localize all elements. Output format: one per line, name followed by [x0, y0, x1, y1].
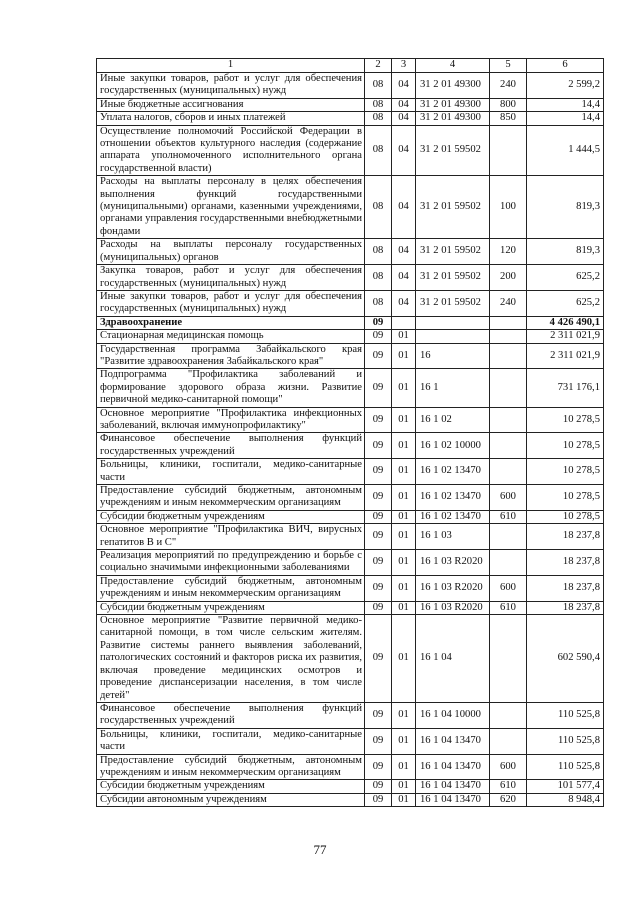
table-row: [97, 125, 604, 176]
row-target-code-cell: 16 1 02 13470: [416, 459, 490, 485]
row-section-cell: 08: [365, 239, 392, 265]
row-section-cell: 08: [365, 265, 392, 291]
row-name-cell: Финансовое обеспечение выполнения функций государственных учреждений: [97, 702, 365, 728]
row-target-code-cell: 31 2 01 59502: [416, 239, 490, 265]
row-subsection-cell: 01: [392, 459, 416, 485]
row-expense-type-cell: [490, 702, 527, 728]
row-expense-type-cell: [490, 459, 527, 485]
row-name-cell: Основное мероприятие "Развитие первичной медико-санитарной помощи, в том числе сельским жителям. Развитие системы раннего выявления заболеваний, патологических состояний и факторов риска их развития, включая проведение медицинских осмотров и проведение диспансеризации населения, в том числе детей": [97, 615, 365, 703]
table-row: [97, 98, 604, 111]
row-expense-type-cell: 240: [490, 290, 527, 316]
row-expense-type-cell: 100: [490, 176, 527, 239]
row-target-code-cell: 31 2 01 49300: [416, 73, 490, 99]
row-name-cell: Предоставление субсидий бюджетным, автономным учреждениям и иным некоммерческим организациям: [97, 575, 365, 601]
row-amount-cell: 10 278,5: [527, 407, 604, 433]
row-amount-cell: 10 278,5: [527, 433, 604, 459]
row-section-cell: 09: [365, 485, 392, 511]
table-row: [97, 615, 604, 703]
row-name-cell: Расходы на выплаты персоналу в целях обеспечения выполнения функций государственными (муниципальными) органами, казенными учреждениями, органами управления государственными внебюджетными фондами: [97, 176, 365, 239]
table-row: [97, 550, 604, 576]
table-row: [97, 575, 604, 601]
row-amount-cell: 2 311 021,9: [527, 330, 604, 343]
table-row: [97, 433, 604, 459]
page-number: 77: [313, 842, 327, 857]
row-target-code-cell: 16 1: [416, 369, 490, 407]
row-amount-cell: 602 590,4: [527, 615, 604, 703]
row-subsection-cell: 04: [392, 176, 416, 239]
row-name-cell: Иные бюджетные ассигнования: [97, 98, 365, 111]
row-subsection-cell: 04: [392, 290, 416, 316]
row-expense-type-cell: 120: [490, 239, 527, 265]
row-expense-type-cell: [490, 407, 527, 433]
row-amount-cell: 14,4: [527, 112, 604, 125]
row-name-cell: Предоставление субсидий бюджетным, автономным учреждениям и иным некоммерческим организациям: [97, 485, 365, 511]
header-cell: 6: [527, 59, 604, 73]
row-amount-cell: 101 577,4: [527, 780, 604, 793]
table-row: [97, 728, 604, 754]
row-section-cell: 09: [365, 702, 392, 728]
row-subsection-cell: 01: [392, 728, 416, 754]
row-subsection-cell: 01: [392, 780, 416, 793]
table-row: [97, 702, 604, 728]
row-section-cell: 08: [365, 98, 392, 111]
row-subsection-cell: 01: [392, 343, 416, 369]
row-expense-type-cell: 600: [490, 575, 527, 601]
row-amount-cell: 110 525,8: [527, 728, 604, 754]
table-row: [97, 112, 604, 125]
row-expense-type-cell: [490, 369, 527, 407]
row-name-cell: Финансовое обеспечение выполнения функций государственных учреждений: [97, 433, 365, 459]
row-section-cell: 09: [365, 754, 392, 780]
row-expense-type-cell: [490, 330, 527, 343]
row-subsection-cell: 01: [392, 510, 416, 523]
row-target-code-cell: 31 2 01 59502: [416, 125, 490, 176]
row-section-cell: 09: [365, 330, 392, 343]
row-target-code-cell: 16 1 03 R2020: [416, 601, 490, 614]
row-expense-type-cell: 610: [490, 510, 527, 523]
row-subsection-cell: 01: [392, 575, 416, 601]
row-target-code-cell: 16 1 04 10000: [416, 702, 490, 728]
row-amount-cell: 819,3: [527, 239, 604, 265]
table-row: [97, 754, 604, 780]
table-row: [97, 239, 604, 265]
row-target-code-cell: 16 1 03 R2020: [416, 575, 490, 601]
row-expense-type-cell: 600: [490, 485, 527, 511]
table-row: [97, 369, 604, 407]
row-amount-cell: 110 525,8: [527, 754, 604, 780]
row-target-code-cell: 16 1 04 13470: [416, 754, 490, 780]
row-subsection-cell: 04: [392, 239, 416, 265]
row-name-cell: Больницы, клиники, госпитали, медико-санитарные части: [97, 728, 365, 754]
row-name-cell: Уплата налогов, сборов и иных платежей: [97, 112, 365, 125]
row-expense-type-cell: 610: [490, 780, 527, 793]
table-row: [97, 485, 604, 511]
row-section-cell: 08: [365, 290, 392, 316]
table-row: [97, 316, 604, 329]
row-amount-cell: 1 444,5: [527, 125, 604, 176]
table-row: [97, 73, 604, 99]
row-expense-type-cell: 620: [490, 793, 527, 806]
row-section-cell: 09: [365, 601, 392, 614]
row-name-cell: Субсидии бюджетным учреждениям: [97, 601, 365, 614]
row-target-code-cell: 16 1 03: [416, 524, 490, 550]
row-target-code-cell: 31 2 01 49300: [416, 112, 490, 125]
row-name-cell: Закупка товаров, работ и услуг для обеспечения государственных (муниципальных) нужд: [97, 265, 365, 291]
row-subsection-cell: 01: [392, 550, 416, 576]
row-subsection-cell: 01: [392, 754, 416, 780]
row-name-cell: Осуществление полномочий Российской Федерации в отношении объектов культурного наследия (содержание аппарата уполномоченного исполнительного органа государственной власти): [97, 125, 365, 176]
row-expense-type-cell: [490, 615, 527, 703]
row-expense-type-cell: 240: [490, 73, 527, 99]
row-subsection-cell: 01: [392, 407, 416, 433]
row-name-cell: Основное мероприятие "Профилактика инфекционных заболеваний, включая иммунопрофилактику": [97, 407, 365, 433]
row-target-code-cell: 31 2 01 49300: [416, 98, 490, 111]
row-expense-type-cell: [490, 433, 527, 459]
row-section-cell: 09: [365, 793, 392, 806]
row-amount-cell: 18 237,8: [527, 524, 604, 550]
row-name-cell: Государственная программа Забайкальского края "Развитие здравоохранения Забайкальского края": [97, 343, 365, 369]
header-cell: 3: [392, 59, 416, 73]
row-section-cell: 08: [365, 125, 392, 176]
row-name-cell: Основное мероприятие "Профилактика ВИЧ, вирусных гепатитов В и С": [97, 524, 365, 550]
row-subsection-cell: 01: [392, 615, 416, 703]
row-name-cell: Здравоохранение: [97, 316, 365, 329]
row-amount-cell: 625,2: [527, 290, 604, 316]
header-cell: 5: [490, 59, 527, 73]
row-name-cell: Подпрограмма "Профилактика заболеваний и формирование здорового образа жизни. Развитие первичной медико-санитарной помощи": [97, 369, 365, 407]
row-amount-cell: 110 525,8: [527, 702, 604, 728]
row-section-cell: 08: [365, 176, 392, 239]
budget-table: [96, 58, 604, 807]
row-target-code-cell: 16 1 02 10000: [416, 433, 490, 459]
row-name-cell: Иные закупки товаров, работ и услуг для обеспечения государственных (муниципальных) нужд: [97, 290, 365, 316]
table-row: [97, 780, 604, 793]
row-section-cell: 08: [365, 73, 392, 99]
row-amount-cell: 819,3: [527, 176, 604, 239]
row-expense-type-cell: [490, 728, 527, 754]
row-section-cell: 09: [365, 459, 392, 485]
row-section-cell: 09: [365, 343, 392, 369]
row-subsection-cell: 01: [392, 601, 416, 614]
table-row: [97, 793, 604, 806]
table-row: [97, 459, 604, 485]
row-subsection-cell: 04: [392, 98, 416, 111]
row-subsection-cell: 04: [392, 73, 416, 99]
row-name-cell: Стационарная медицинская помощь: [97, 330, 365, 343]
row-expense-type-cell: 200: [490, 265, 527, 291]
row-section-cell: 09: [365, 407, 392, 433]
row-subsection-cell: 01: [392, 524, 416, 550]
header-cell: 2: [365, 59, 392, 73]
row-target-code-cell: [416, 330, 490, 343]
row-target-code-cell: 16 1 02 13470: [416, 510, 490, 523]
row-section-cell: 08: [365, 112, 392, 125]
row-name-cell: Субсидии автономным учреждениям: [97, 793, 365, 806]
row-amount-cell: 625,2: [527, 265, 604, 291]
header-cell: 4: [416, 59, 490, 73]
row-target-code-cell: 31 2 01 59502: [416, 290, 490, 316]
row-section-cell: 09: [365, 615, 392, 703]
row-amount-cell: 10 278,5: [527, 459, 604, 485]
row-amount-cell: 2 311 021,9: [527, 343, 604, 369]
row-amount-cell: 10 278,5: [527, 510, 604, 523]
row-amount-cell: 18 237,8: [527, 550, 604, 576]
row-name-cell: Субсидии бюджетным учреждениям: [97, 780, 365, 793]
row-subsection-cell: 01: [392, 433, 416, 459]
row-section-cell: 09: [365, 433, 392, 459]
row-target-code-cell: [416, 316, 490, 329]
row-target-code-cell: 16 1 04: [416, 615, 490, 703]
row-expense-type-cell: 600: [490, 754, 527, 780]
header-cell: 1: [97, 59, 365, 73]
row-amount-cell: 14,4: [527, 98, 604, 111]
row-name-cell: Субсидии бюджетным учреждениям: [97, 510, 365, 523]
row-expense-type-cell: [490, 343, 527, 369]
row-section-cell: 09: [365, 510, 392, 523]
row-name-cell: Предоставление субсидий бюджетным, автономным учреждениям и иным некоммерческим организациям: [97, 754, 365, 780]
row-name-cell: Реализация мероприятий по предупреждению и борьбе с социально значимыми инфекционными заболеваниями: [97, 550, 365, 576]
row-amount-cell: 18 237,8: [527, 601, 604, 614]
row-name-cell: Больницы, клиники, госпитали, медико-санитарные части: [97, 459, 365, 485]
row-subsection-cell: 04: [392, 265, 416, 291]
row-amount-cell: 18 237,8: [527, 575, 604, 601]
table-header-row: [97, 59, 604, 73]
table-body: [97, 73, 604, 807]
row-section-cell: 09: [365, 575, 392, 601]
row-name-cell: Расходы на выплаты персоналу государственных (муниципальных) органов: [97, 239, 365, 265]
row-section-cell: 09: [365, 316, 392, 329]
row-section-cell: 09: [365, 728, 392, 754]
row-amount-cell: 4 426 490,1: [527, 316, 604, 329]
row-expense-type-cell: 610: [490, 601, 527, 614]
row-subsection-cell: 01: [392, 330, 416, 343]
row-amount-cell: 8 948,4: [527, 793, 604, 806]
row-expense-type-cell: [490, 550, 527, 576]
row-name-cell: Иные закупки товаров, работ и услуг для обеспечения государственных (муниципальных) нужд: [97, 73, 365, 99]
row-expense-type-cell: 850: [490, 112, 527, 125]
row-expense-type-cell: [490, 524, 527, 550]
row-target-code-cell: 16 1 04 13470: [416, 793, 490, 806]
row-subsection-cell: 01: [392, 485, 416, 511]
row-section-cell: 09: [365, 369, 392, 407]
table-row: [97, 524, 604, 550]
row-target-code-cell: 16 1 04 13470: [416, 728, 490, 754]
row-target-code-cell: 16 1 03 R2020: [416, 550, 490, 576]
row-subsection-cell: 04: [392, 112, 416, 125]
table-row: [97, 510, 604, 523]
row-amount-cell: 2 599,2: [527, 73, 604, 99]
row-target-code-cell: 16 1 02: [416, 407, 490, 433]
row-target-code-cell: 16 1 02 13470: [416, 485, 490, 511]
row-expense-type-cell: [490, 125, 527, 176]
row-target-code-cell: 16 1 04 13470: [416, 780, 490, 793]
table-row: [97, 265, 604, 291]
row-target-code-cell: 31 2 01 59502: [416, 176, 490, 239]
row-subsection-cell: 01: [392, 793, 416, 806]
row-section-cell: 09: [365, 524, 392, 550]
row-amount-cell: 731 176,1: [527, 369, 604, 407]
table-row: [97, 330, 604, 343]
document-page: [96, 58, 603, 807]
table-row: [97, 343, 604, 369]
row-subsection-cell: 01: [392, 702, 416, 728]
row-subsection-cell: 01: [392, 369, 416, 407]
table-row: [97, 407, 604, 433]
row-section-cell: 09: [365, 780, 392, 793]
row-subsection-cell: 04: [392, 125, 416, 176]
row-subsection-cell: [392, 316, 416, 329]
row-target-code-cell: 31 2 01 59502: [416, 265, 490, 291]
row-amount-cell: 10 278,5: [527, 485, 604, 511]
row-target-code-cell: 16: [416, 343, 490, 369]
row-expense-type-cell: [490, 316, 527, 329]
row-section-cell: 09: [365, 550, 392, 576]
table-row: [97, 601, 604, 614]
row-expense-type-cell: 800: [490, 98, 527, 111]
table-row: [97, 290, 604, 316]
table-row: [97, 176, 604, 239]
